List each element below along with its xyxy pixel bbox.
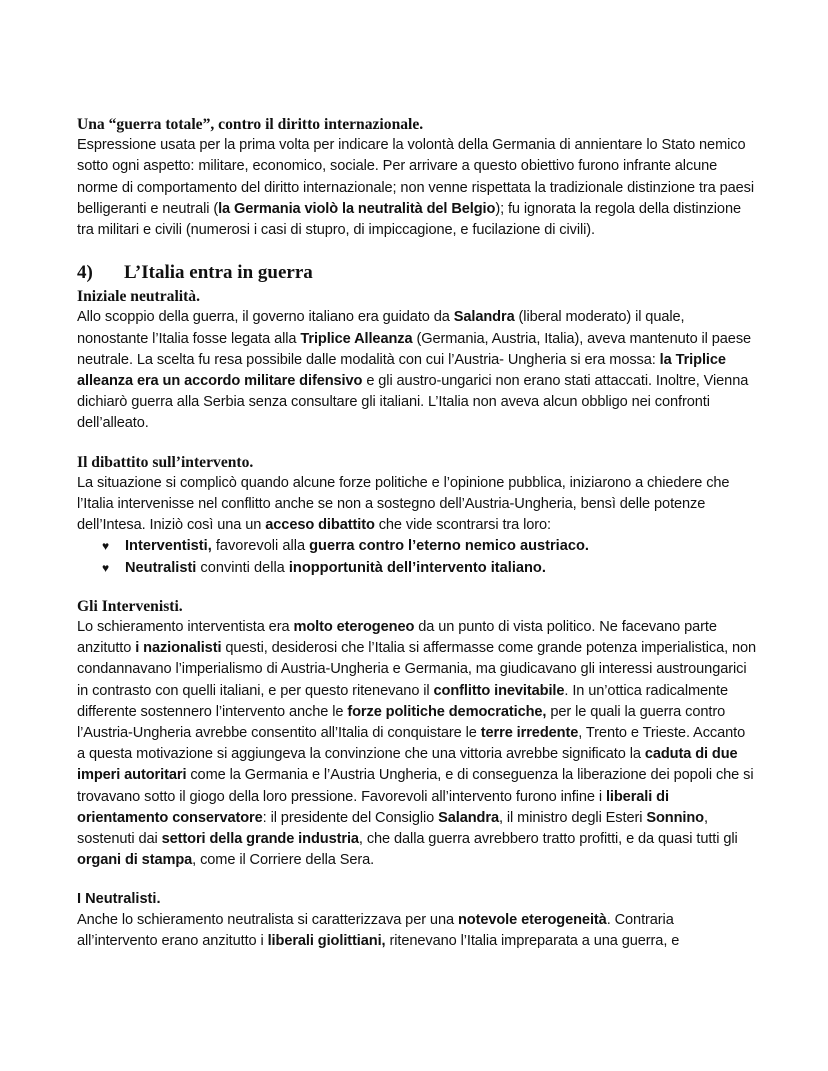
chapter-number: 4)	[77, 262, 93, 284]
section-heading-guerra-totale: Una “guerra totale”, contro il diritto internazionale.	[77, 116, 424, 133]
paragraph-interventisti: Lo schieramento interventista era molto eterogeneo da un punto di vista politico. Ne facevano parte anzitutto i nazionalisti questi, desiderosi che l’Italia si affermasse come grande potenza imperialistica, non condannavano l’imperialismo di Austria-Ungheria e Germania, ma giudicavano gli interessi austroungarici in contrasto con quelli italiani, e per questo ritenevano il conflitto inevitabile. In un’ottica radicalmente differente sostennero l’intervento anche le forze politiche democratiche, per le quali la guerra contro l’Austria-Ungheria avrebbe consentito all’Italia di conquistare le terre irredente, Trento e Trieste. Accanto a questa motivazione si aggiungeva la convinzione che una vittoria avrebbe significato la caduta di due imperi autoritari come la Germania e l’Austria Ungheria, e di conseguenza la liberazione dei popoli che si trovavano sotto il giogo della loro pressione. Favorevoli all’intervento furono infine i liberali di orientamento conservatore: il presidente del Consiglio Salandra, il ministro degli Esteri Sonnino, sostenuti dai settori della grande industria, che dalla guerra avrebbero tratto profitti, e da quasi tutti gli organi di stampa, come il Corriere della Sera.	[77, 619, 757, 869]
section-heading-neutralisti: I Neutralisti.	[77, 890, 161, 907]
heart-bullet-icon: ♥	[102, 560, 110, 575]
position-list	[77, 536, 757, 578]
section-heading-interventisti: Gli Intervenisti.	[77, 597, 183, 615]
section-heading-dibattito: Il dibattito sull’intervento.	[77, 453, 254, 471]
paragraph-dibattito: La situazione si complicò quando alcune forze politiche e l’opinione pubblica, iniziarono a chiedere che l’Italia intervenisse nel conflitto anche se non a sostegno dell’Austria-Ungheria, bensì delle potenze dell’Intesa. Iniziò così una un acceso dibattito che vide scontrarsi tra loro:	[77, 474, 730, 534]
chapter-title: L’Italia entra in guerra	[124, 262, 313, 284]
paragraph-guerra-totale: Espressione usata per la prima volta per indicare la volontà della Germania di annientare lo Stato nemico sotto ogni aspetto: militare, economico, sociale. Per arrivare a questo obiettivo furono infrante alcune norme di comportamento del diritto internazionale; non venne rispettata la tradizionale distinzione tra paesi belligeranti e neutrali (la Germania violò la neutralità del Belgio); fu ignorata la regola della distinzione tra militari e civili (numerosi i casi di stupro, di impiccagione, e fucilazione di civili).	[77, 137, 755, 239]
paragraph-neutralita: Allo scoppio della guerra, il governo italiano era guidato da Salandra (liberal moderato) il quale, nonostante l’Italia fosse legata alla Triplice Alleanza (Germania, Austria, Italia), aveva mantenuto il paese neutrale. La scelta fu resa possibile dalle modalità con cui l’Austria- Ungheria si era mossa: la Triplice alleanza era un accordo militare difensivo e gli austro-ungarici non erano stati attaccati. Inoltre, Vienna dichiarò guerra alla Serbia senza consultare gli italiani. L’Italia non aveva alcun obbligo nei confronti dell’alleato.	[77, 309, 752, 432]
document-page	[77, 114, 757, 952]
list-item: ♥ Neutralisti convinti della inopportunità dell’intervento italiano.	[102, 558, 757, 579]
section-heading-neutralita: Iniziale neutralità.	[77, 288, 201, 306]
chapter-heading-italia	[77, 260, 757, 286]
list-item: ♥ Interventisti, favorevoli alla guerra contro l’eterno nemico austriaco.	[102, 536, 757, 557]
paragraph-neutralisti: Anche lo schieramento neutralista si caratterizzava per una notevole eterogeneità. Contraria all’intervento erano anzitutto i liberali giolittiani, ritenevano l’Italia impreparata a una guerra, e	[77, 911, 680, 949]
heart-bullet-icon: ♥	[102, 539, 110, 554]
